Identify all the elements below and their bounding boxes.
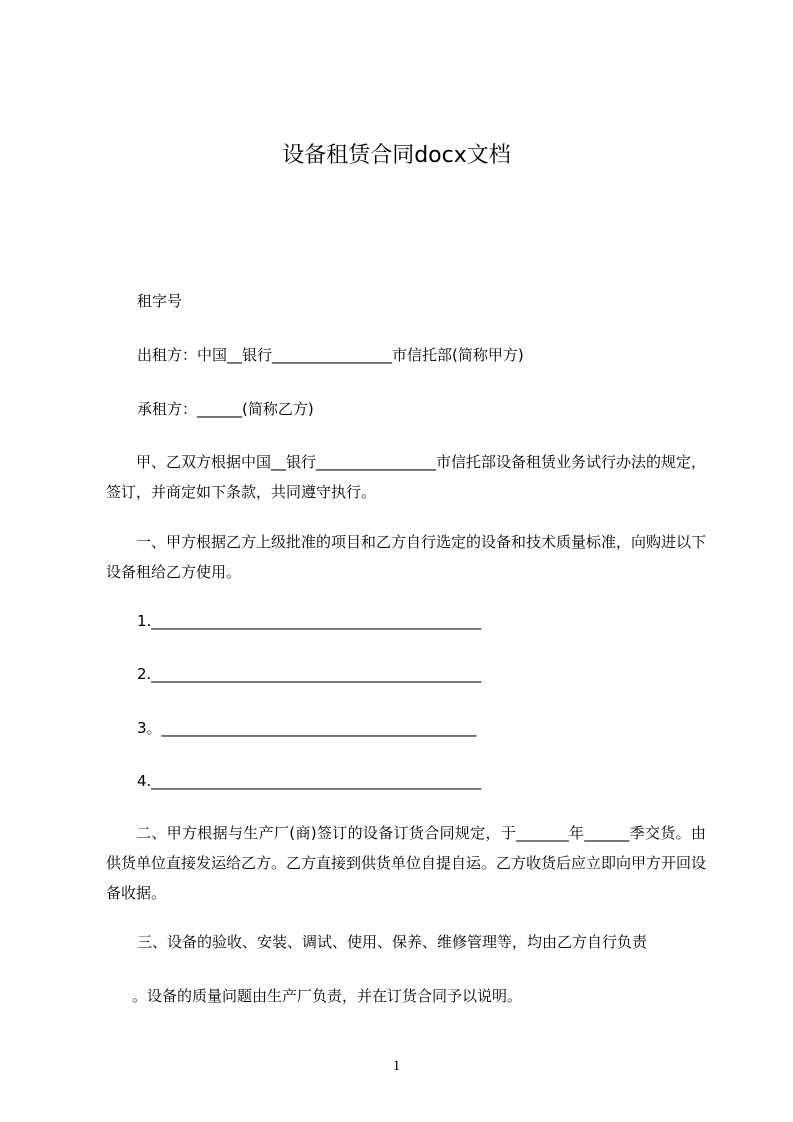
clause-3-line-1: 三、设备的验收、安装、调试、使用、保养、维修管理等，均由乙方自行负责: [137, 933, 648, 951]
clause-1-paragraph: 一、甲方根据乙方上级批准的项目和乙方自行选定的设备和技术质量标准，向购进以下设备租给乙方使用。: [106, 533, 707, 581]
clause-2-paragraph: 二、甲方根据与生产厂(商)签订的设备订货合同规定，于_______年______季交货。由供货单位直接发运给乙方。乙方直接到供货单位自提自运。乙方收货后应立即向甲方开回设备收据。: [106, 824, 707, 902]
equipment-item-1: 1.____________________________________________: [137, 612, 482, 630]
lease-number: 租字号: [137, 292, 183, 310]
preamble-paragraph: 甲、乙双方根据中国__银行________________市信托部设备租赁业务试行办法的规定，签订，并商定如下条款，共同遵守执行。: [106, 453, 707, 501]
equipment-item-4: 4.____________________________________________: [137, 772, 482, 790]
page-number: 1: [392, 1058, 401, 1074]
document-title: 设备租赁合同docx文档: [282, 143, 511, 168]
lessor-line: 出租方：中国__银行________________市信托部(简称甲方): [137, 346, 524, 364]
equipment-item-2: 2.____________________________________________: [137, 665, 482, 683]
equipment-item-3: 3。__________________________________________: [137, 719, 477, 737]
lessee-line: 承租方：______(简称乙方): [137, 400, 314, 418]
clause-3-line-2: 。设备的质量问题由生产厂负责，并在订货合同予以说明。: [132, 987, 523, 1005]
